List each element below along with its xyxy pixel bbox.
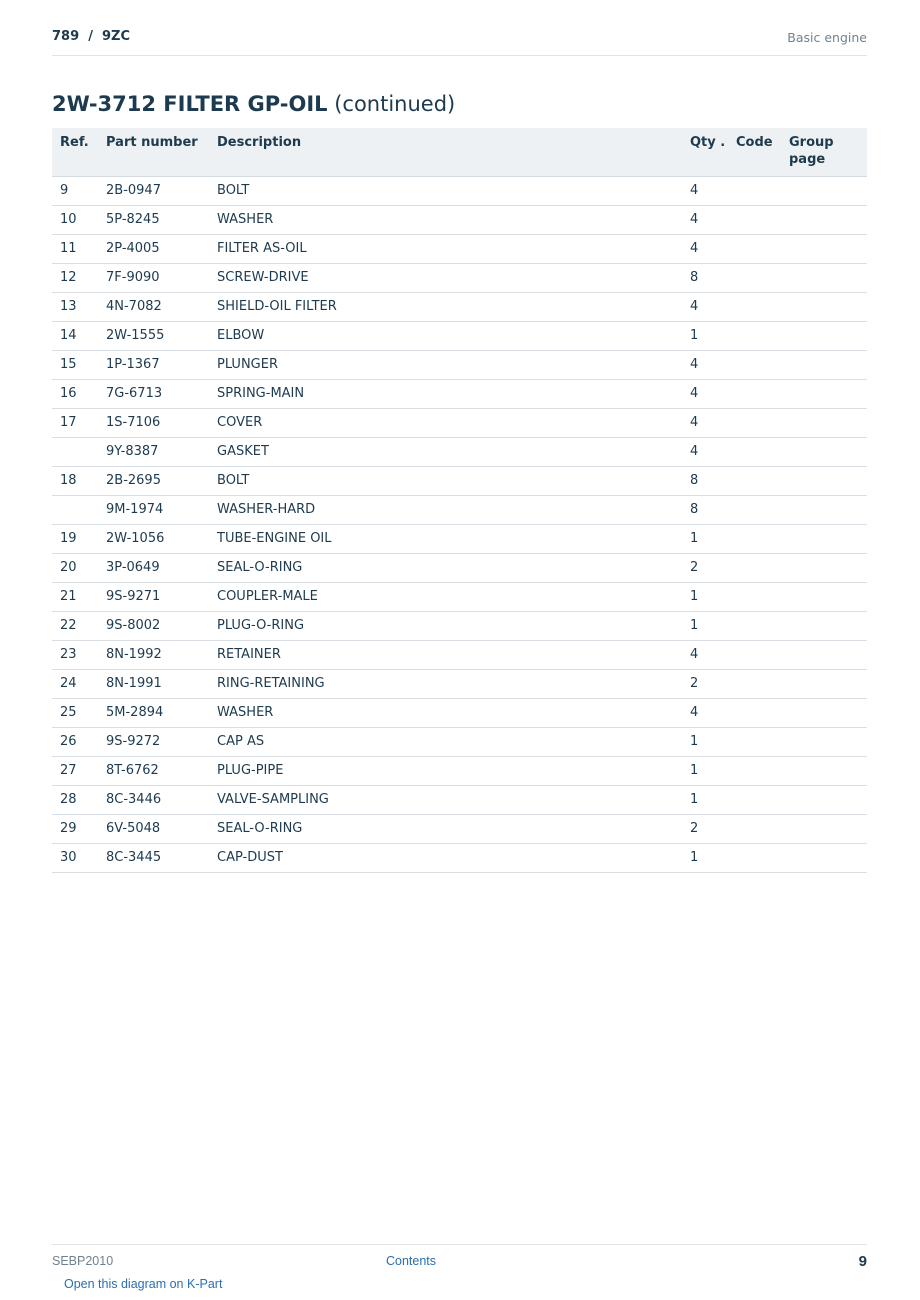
cell-description: COVER [209,408,682,437]
cell-qty: 4 [682,350,728,379]
cell-group-page [781,437,867,466]
cell-qty: 4 [682,408,728,437]
cell-ref: 11 [52,234,98,263]
cell-description: RING-RETAINING [209,669,682,698]
table-row [52,669,867,698]
table-row [52,727,867,756]
cell-code [728,408,781,437]
cell-ref: 17 [52,408,98,437]
cell-qty: 4 [682,205,728,234]
cell-group-page [781,814,867,843]
cell-qty: 1 [682,321,728,350]
page-number: 9 [858,1253,867,1270]
cell-ref: 29 [52,814,98,843]
cell-description: WASHER [209,698,682,727]
cell-part-number: 5P-8245 [98,205,209,234]
cell-code [728,437,781,466]
cell-description: COUPLER-MALE [209,582,682,611]
table-row [52,263,867,292]
cell-qty: 2 [682,669,728,698]
cell-code [728,234,781,263]
cell-description: PLUNGER [209,350,682,379]
cell-part-number: 9S-9271 [98,582,209,611]
cell-code [728,350,781,379]
cell-ref: 20 [52,553,98,582]
cell-qty: 4 [682,234,728,263]
table-row [52,466,867,495]
cell-code [728,698,781,727]
cell-qty: 1 [682,611,728,640]
cell-ref: 10 [52,205,98,234]
cell-code [728,176,781,205]
cell-description: RETAINER [209,640,682,669]
cell-ref: 21 [52,582,98,611]
parts-table [52,128,867,873]
cell-group-page [781,640,867,669]
contents-link[interactable]: Contents [386,1254,437,1268]
cell-qty: 1 [682,756,728,785]
cell-qty: 2 [682,814,728,843]
cell-code [728,205,781,234]
cell-description: SPRING-MAIN [209,379,682,408]
cell-code [728,524,781,553]
cell-qty: 1 [682,524,728,553]
table-row [52,205,867,234]
cell-qty: 1 [682,843,728,872]
cell-part-number: 2W-1056 [98,524,209,553]
cell-part-number: 8N-1991 [98,669,209,698]
cell-group-page [781,669,867,698]
cell-code [728,553,781,582]
cell-ref: 19 [52,524,98,553]
table-row [52,408,867,437]
header-row [52,128,867,176]
cell-qty: 8 [682,263,728,292]
cell-qty: 2 [682,553,728,582]
table-row [52,582,867,611]
cell-code [728,292,781,321]
cell-description: VALVE-SAMPLING [209,785,682,814]
cell-ref: 26 [52,727,98,756]
cell-code [728,669,781,698]
cell-code [728,785,781,814]
cell-description: SEAL-O-RING [209,553,682,582]
cell-group-page [781,234,867,263]
cell-description: BOLT [209,466,682,495]
table-row [52,553,867,582]
cell-ref: 27 [52,756,98,785]
cell-part-number: 8C-3445 [98,843,209,872]
cell-ref: 16 [52,379,98,408]
cell-code [728,843,781,872]
cell-group-page [781,524,867,553]
cell-group-page [781,466,867,495]
cell-part-number: 2W-1555 [98,321,209,350]
cell-group-page [781,495,867,524]
cell-code [728,263,781,292]
cell-ref: 23 [52,640,98,669]
cell-qty: 4 [682,640,728,669]
cell-group-page [781,553,867,582]
cell-description: WASHER-HARD [209,495,682,524]
cell-description: SEAL-O-RING [209,814,682,843]
cell-code [728,814,781,843]
cell-group-page [781,176,867,205]
cell-ref: 24 [52,669,98,698]
cell-code [728,466,781,495]
cell-description: WASHER [209,205,682,234]
cell-part-number: 5M-2894 [98,698,209,727]
cell-part-number: 7G-6713 [98,379,209,408]
cell-part-number: 2B-2695 [98,466,209,495]
cell-group-page [781,379,867,408]
cell-description: SCREW-DRIVE [209,263,682,292]
model-label: 789 / 9ZC [52,29,130,44]
table-row [52,321,867,350]
cell-ref [52,495,98,524]
cell-description: ELBOW [209,321,682,350]
document-id: SEBP2010 [52,1254,114,1268]
cell-group-page [781,408,867,437]
cell-group-page [781,611,867,640]
cell-qty: 4 [682,379,728,408]
cell-group-page [781,582,867,611]
cell-group-page [781,263,867,292]
table-row [52,785,867,814]
cell-code [728,756,781,785]
column-header-description: Description [209,128,682,176]
cell-qty: 4 [682,698,728,727]
cell-group-page [781,698,867,727]
cell-part-number: 9M-1974 [98,495,209,524]
cell-description: TUBE-ENGINE OIL [209,524,682,553]
table-row [52,698,867,727]
cell-part-number: 8T-6762 [98,756,209,785]
table-row [52,756,867,785]
cell-part-number: 8N-1992 [98,640,209,669]
cell-ref: 14 [52,321,98,350]
cell-group-page [781,785,867,814]
cell-description: GASKET [209,437,682,466]
cell-part-number: 9S-9272 [98,727,209,756]
cell-description: BOLT [209,176,682,205]
table-row [52,176,867,205]
cell-qty: 1 [682,785,728,814]
cell-group-page [781,350,867,379]
page-footer [52,1244,867,1291]
cell-code [728,727,781,756]
cell-ref: 22 [52,611,98,640]
cell-code [728,379,781,408]
cell-ref: 30 [52,843,98,872]
cell-part-number: 8C-3446 [98,785,209,814]
cell-part-number: 6V-5048 [98,814,209,843]
column-header-qty: Qty . [682,128,728,176]
cell-ref: 18 [52,466,98,495]
column-header-ref: Ref. [52,128,98,176]
cell-ref: 15 [52,350,98,379]
cell-part-number: 1P-1367 [98,350,209,379]
column-header-part-number: Part number [98,128,209,176]
cell-description: SHIELD-OIL FILTER [209,292,682,321]
cell-part-number: 7F-9090 [98,263,209,292]
cell-group-page [781,843,867,872]
cell-part-number: 9Y-8387 [98,437,209,466]
cell-ref: 25 [52,698,98,727]
cell-ref: 28 [52,785,98,814]
cell-part-number: 1S-7106 [98,408,209,437]
column-header-code: Code [728,128,781,176]
cell-group-page [781,756,867,785]
cell-code [728,611,781,640]
table-row [52,611,867,640]
table-row [52,437,867,466]
cell-code [728,321,781,350]
page-header [52,28,867,56]
cell-description: FILTER AS-OIL [209,234,682,263]
cell-part-number: 9S-8002 [98,611,209,640]
cell-group-page [781,727,867,756]
cell-qty: 4 [682,176,728,205]
section-label: Basic engine [787,30,867,45]
cell-group-page [781,292,867,321]
table-row [52,524,867,553]
cell-qty: 1 [682,727,728,756]
cell-description: CAP-DUST [209,843,682,872]
cell-description: PLUG-PIPE [209,756,682,785]
cell-description: CAP AS [209,727,682,756]
cell-qty: 8 [682,495,728,524]
title-suffix: (continued) [327,92,456,116]
table-row [52,640,867,669]
cell-part-number: 2P-4005 [98,234,209,263]
cell-qty: 4 [682,292,728,321]
cell-part-number: 3P-0649 [98,553,209,582]
title-part-name: 2W-3712 FILTER GP-OIL [52,92,328,116]
cell-code [728,495,781,524]
cell-ref: 9 [52,176,98,205]
parts-table-body [52,176,867,872]
table-row [52,350,867,379]
table-row [52,379,867,408]
cell-code [728,582,781,611]
cell-code [728,640,781,669]
cell-qty: 4 [682,437,728,466]
table-row [52,814,867,843]
column-header-group-page: Group page [781,128,867,176]
cell-ref: 12 [52,263,98,292]
cell-ref: 13 [52,292,98,321]
cell-group-page [781,205,867,234]
open-diagram-link[interactable]: Open this diagram on K-Part [64,1277,223,1291]
page-title [52,90,455,118]
cell-group-page [781,321,867,350]
cell-part-number: 2B-0947 [98,176,209,205]
cell-ref [52,437,98,466]
table-row [52,495,867,524]
cell-qty: 8 [682,466,728,495]
cell-qty: 1 [682,582,728,611]
cell-part-number: 4N-7082 [98,292,209,321]
table-row [52,843,867,872]
table-row [52,234,867,263]
parts-table-header [52,128,867,176]
cell-description: PLUG-O-RING [209,611,682,640]
table-row [52,292,867,321]
